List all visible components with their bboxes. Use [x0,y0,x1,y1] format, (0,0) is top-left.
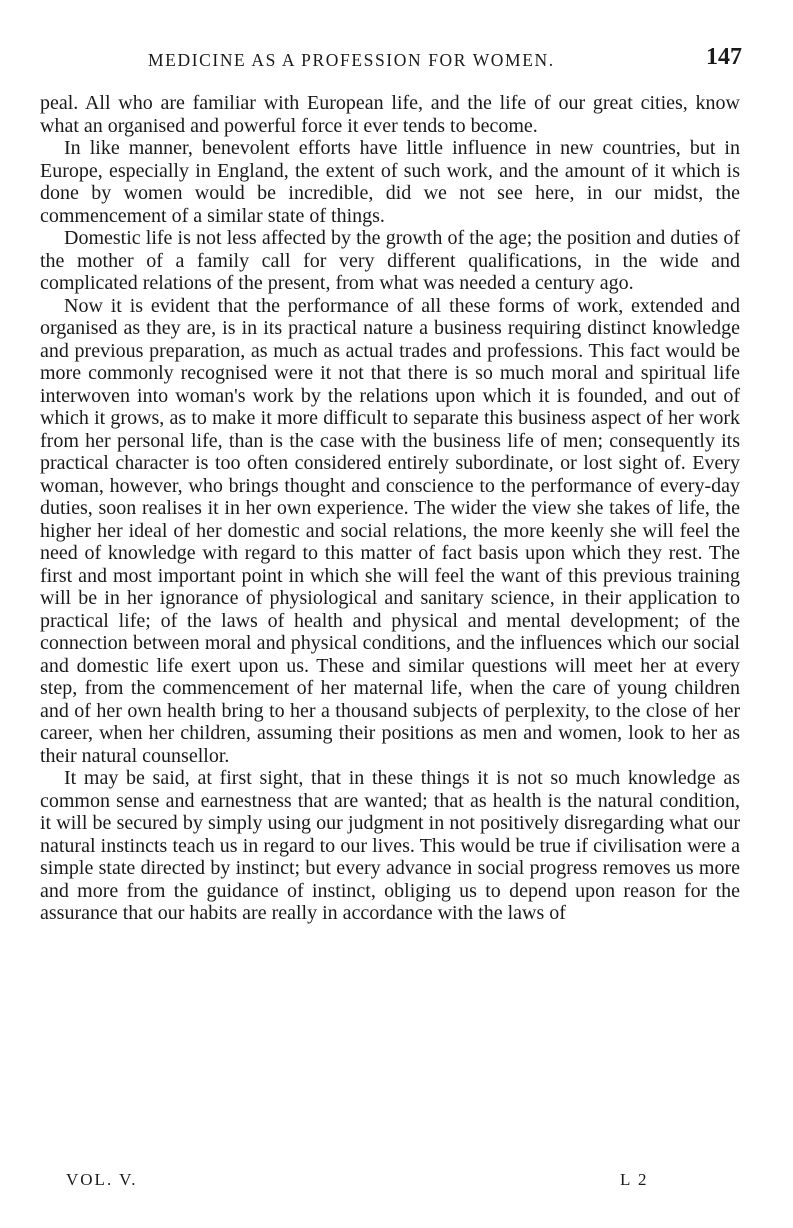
body-text [40,92,740,925]
page-footer [40,1170,740,1196]
paragraph-4: Now it is evident that the performance of all these forms of work, extended and organised as they are, is in its practical nature a business requiring distinct knowledge and previous preparation, as much as actual trades and professions. This fact would be more commonly recognised were it not that there is so much moral and spiritual life interwoven into woman's work by the relations upon which it is founded, and out of which it grows, as to make it more difficult to separate this business aspect of her work from her personal life, than is the case with the business life of men; consequently its practical character is too often considered entirely subordinate, or lost sight of. Every woman, however, who brings thought and conscience to the performance of every-day duties, soon realises it in her own experience. The wider the view she takes of life, the higher her ideal of her domestic and social relations, the more keenly she will feel the need of knowledge with regard to this matter of fact basis upon which they rest. The first and most important point in which she will feel the want of this previous training will be in her ignorance of physiological and sanitary science, in their application to practical life; of the laws of health and physical and mental development; of the connection between moral and physical conditions, and the influences which our social and domestic life exert upon us. These and similar questions will meet her at every step, from the commencement of her maternal life, when the care of young children and of her own health bring to her a thousand subjects of perplexity, to the close of her career, when her children, assuming their positions as men and women, look to her as their natural counsellor. [40,294,740,767]
page-number: 147 [706,44,742,70]
volume-mark: VOL. V. [66,1170,138,1189]
paragraph-3: Domestic life is not less affected by the growth of the age; the position and duties of the mother of a family call for very different qualifications, in the wide and complicated relations of the present, from what was needed a century ago. [40,227,740,294]
page-header [40,44,740,74]
paragraph-2: In like manner, benevolent efforts have little influence in new countries, but in Europe, especially in England, the extent of such work, and the amount of it which is done by women would be incredible, did we not see here, in our midst, the commencement of a similar state of things. [40,137,740,227]
running-title: MEDICINE AS A PROFESSION FOR WOMEN. [148,50,555,70]
paragraph-5: It may be said, at first sight, that in these things it is not so much knowledge as common sense and earnestness that are wanted; that as health is the natural condition, it will be secured by simply using our judgment in not positively disregarding what our natural instincts teach us in regard to our lives. This would be true if civilisation were a simple state directed by instinct; but every advance in social progress removes us more and more from the guidance of instinct, obliging us to depend upon reason for the assurance that our habits are really in accordance with the laws of [40,767,740,924]
paragraph-1: peal. All who are familiar with European life, and the life of our great cities, know what an organised and powerful force it ever tends to become. [40,92,740,137]
signature-mark: L 2 [620,1170,649,1189]
